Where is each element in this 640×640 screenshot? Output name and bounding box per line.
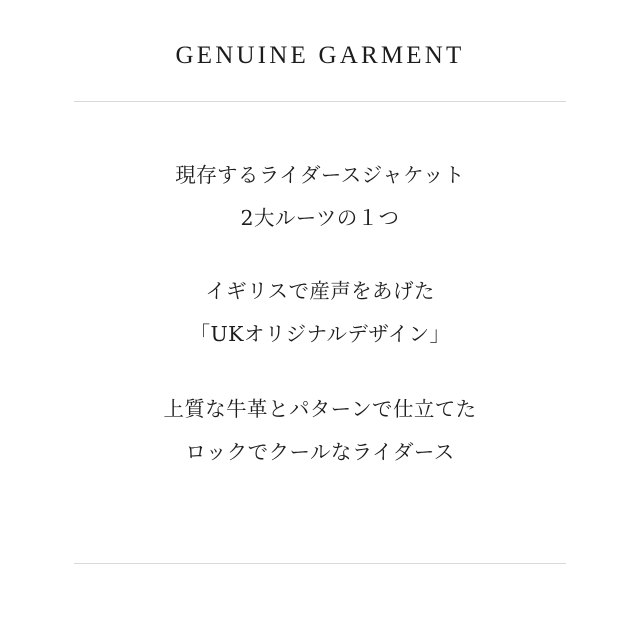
paragraph-2-text [74,281,566,344]
paragraph-3-text [74,399,566,462]
paragraph-2 [74,281,566,344]
paragraph-3-line-2: ロックでクールなライダース [185,439,455,464]
paragraph-2-line-2: 「UKオリジナルデザイン」 [189,321,451,346]
bottom-divider [74,563,566,564]
paragraph-1-line-2: 2大ルーツの１つ [240,205,400,230]
paragraph-3 [74,399,566,462]
page-title: GENUINE GARMENT [175,42,465,69]
paragraph-1-line-1: 現存するライダースジャケット [175,163,465,187]
paragraph-1-text [74,165,566,228]
paragraph-2-line-1: イギリスで産声をあげた [205,279,435,303]
paragraph-1 [74,165,566,228]
top-divider [74,101,566,102]
paragraph-3-line-1: 上質な牛革とパターンで仕立てた [163,397,477,421]
